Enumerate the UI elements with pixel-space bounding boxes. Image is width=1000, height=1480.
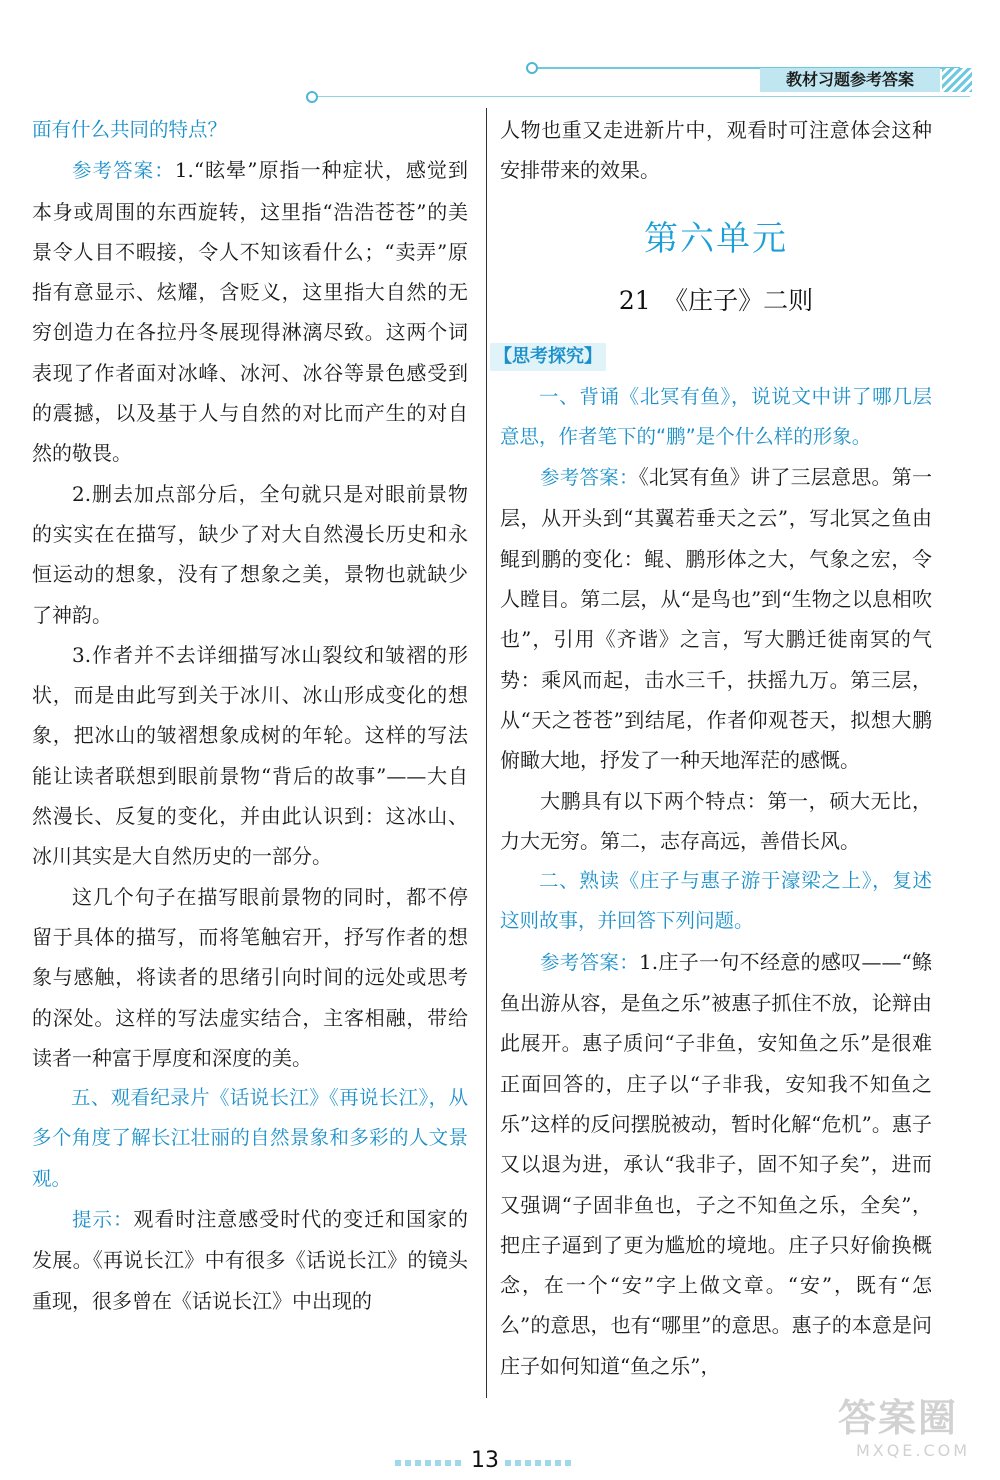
answer-paragraph: 大鹏具有以下两个特点：第一，硕大无比，力大无穷。第二，志存高远，善借长风。	[500, 788, 932, 853]
header-dot	[306, 91, 318, 103]
section-tag: 【思考探究】	[490, 343, 606, 371]
hint-paragraph	[32, 1199, 468, 1321]
question-continuation: 面有什么共同的特点？	[32, 118, 228, 141]
watermark-text: 答案圈	[838, 1396, 959, 1440]
answer-paragraph: 这几个句子在描写眼前景物的同时，都不停留于具体的描写，而将笔触宕开，抒写作者的想象与感触，将读者的思绪引向时间的远处或思考的深处。这样的写法虚实结合，主客相融，带给读者一种富于厚度和深度的美。	[32, 884, 468, 1070]
answer-text: 《北冥有鱼》讲了三层意思。第一层，从开头到“其翼若垂天之云”，写北冥之鱼由鲲到鹏的变化：鲲、鹏形体之大，气象之宏，令人瞠目。第二层，从“是鸟也”到“生物之以息相吹也”，引用《齐谐》之言，写大鹏迁徙南冥的气势：乘风而起，击水三千，扶摇九万。第三层，从“天之苍苍”到结尾，作者仰观苍天，拟想大鹏俯瞰大地，抒发了一种天地浑茫的感慨。	[500, 465, 932, 773]
watermark-url: MXQE.COM	[855, 1441, 971, 1460]
watermark-logo	[838, 1395, 988, 1475]
header-dot	[526, 62, 538, 74]
answer-paragraph: 2.删去加点部分后，全句就只是对眼前景物的实实在在描写，缺少了对大自然漫长历史和永恒运动的想象，没有了想象之美，景物也就缺少了神韵。	[32, 481, 468, 627]
page-number: 13	[471, 1448, 499, 1473]
answer-label: 参考答案：	[72, 159, 175, 183]
question-five: 五、观看纪录片《话说长江》《再说长江》，从多个角度了解长江壮丽的自然景象和多彩的人文景观。	[32, 1086, 468, 1190]
header-label: 教材习题参考答案	[760, 68, 940, 92]
header-rule-lower	[310, 96, 970, 97]
answer-text: 1.庄子一句不经意的感叹——“鲦鱼出游从容，是鱼之乐”被惠子抓住不放，论辩由此展开。惠子质问“子非鱼，安知鱼之乐”是很难正面回答的，庄子以“子非我，安知我不知鱼之乐”这样的反问摆脱被动，暂时化解“危机”。惠子又以退为进，承认“我非子，固不知子矣”，进而又强调“子固非鱼也，子之不知鱼之乐，全矣”，把庄子逼到了更为尴尬的境地。庄子只好偷换概念，在一个“安”字上做文章。“安”，既有“怎么”的意思，也有“哪里”的意思。惠子的本意是问庄子如何知道“鱼之乐”，	[500, 949, 932, 1378]
hint-text: 观看时注意感受时代的变迁和国家的发展。《再说长江》中有很多《话说长江》的镜头重现，很多曾在《话说长江》中出现的	[32, 1207, 468, 1313]
answer-paragraph	[500, 942, 932, 1386]
hint-continuation: 人物也重又走进新片中，观看时可注意体会这种安排带来的效果。	[500, 118, 932, 183]
page-header	[0, 0, 1000, 100]
column-divider	[486, 108, 487, 1398]
question-two: 二、熟读《庄子与惠子游于濠梁之上》，复述这则故事，并回答下列问题。	[500, 869, 932, 933]
answer-label: 参考答案：	[540, 466, 639, 490]
answer-label: 参考答案：	[540, 950, 640, 974]
answer-paragraph	[500, 457, 932, 780]
page-number-decoration	[395, 1460, 465, 1466]
hint-label: 提示：	[72, 1208, 134, 1232]
answer-paragraph	[32, 150, 468, 473]
page-number-decoration	[505, 1460, 575, 1466]
answer-text: 1.“眩晕”原指一种症状，感觉到本身或周围的东西旋转，这里指“浩浩苍苍”的美景令人目不暇接，令人不知该看什么；“卖弄”原指有意显示、炫耀，含贬义，这里指大自然的无穷创造力在各拉丹冬展现得淋漓尽致。这两个词表现了作者面对冰峰、冰河、冰谷等景色感受到的震撼，以及基于人与自然的对比而产生的对自然的敬畏。	[32, 158, 468, 466]
question-one: 一、背诵《北冥有鱼》，说说文中讲了哪几层意思，作者笔下的“鹏”是个什么样的形象。	[500, 384, 932, 448]
lesson-title: 21 《庄子》二则	[618, 285, 814, 315]
right-column	[494, 110, 932, 1386]
header-stripes-decoration	[942, 68, 972, 92]
unit-title: 第六单元	[644, 218, 788, 259]
answer-paragraph: 3.作者并不去详细描写冰山裂纹和皱褶的形状，而是由此写到关于冰川、冰山形成变化的想象，把冰山的皱褶想象成树的年轮。这样的写法能让读者联想到眼前景物“背后的故事”——大自然漫长、反复的变化，并由此认识到：这冰山、冰川其实是大自然历史的一部分。	[32, 642, 468, 869]
left-column	[32, 110, 468, 1321]
